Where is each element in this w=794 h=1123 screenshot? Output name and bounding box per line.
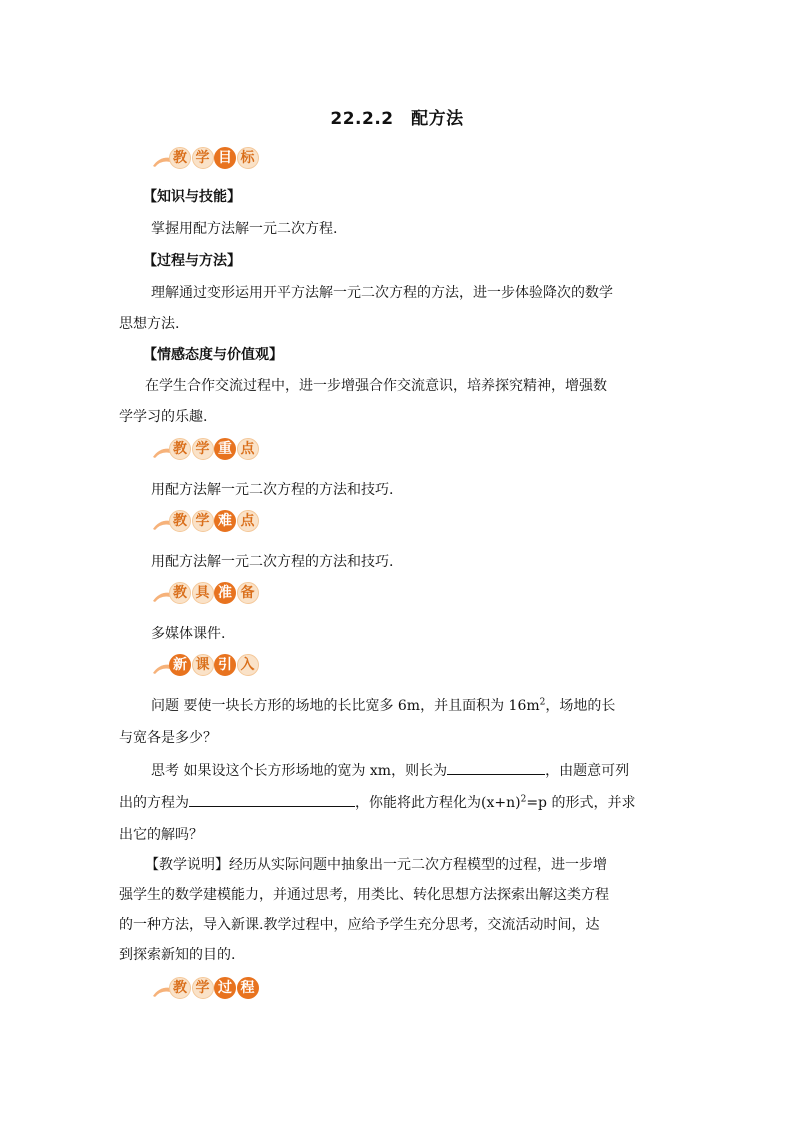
question-line-1: 问题 要使一块长方形的场地的长比宽多 6m，并且面积为 $16m^2$，场地的长 bbox=[151, 697, 616, 714]
process-text-line-1: 理解通过变形运用开平方法解一元二次方程的方法，进一步体验降次的数学 bbox=[151, 285, 613, 301]
badge-char: 准 bbox=[214, 582, 236, 604]
note-line-1: 【教学说明】经历从实际问题中抽象出一元二次方程模型的过程，进一步增 bbox=[145, 857, 607, 873]
note-line-3: 的一种方法，导入新课.教学过程中，应给予学生充分思考，交流活动时间，达 bbox=[119, 917, 600, 933]
badge-char: 学 bbox=[192, 510, 214, 532]
think-line-3: 出它的解吗？ bbox=[119, 827, 203, 843]
page-title: 22.2.2 配方法 bbox=[330, 109, 464, 129]
badge-char: 学 bbox=[192, 977, 214, 999]
badge-char: 点 bbox=[237, 438, 259, 460]
tools-text: 多媒体课件. bbox=[151, 626, 226, 642]
badge-char: 过 bbox=[214, 977, 236, 999]
badge-char: 重 bbox=[214, 438, 236, 460]
badge-char: 备 bbox=[237, 582, 259, 604]
key-points-text: 用配方法解一元二次方程的方法和技巧. bbox=[151, 482, 394, 498]
note-line-2: 强学生的数学建模能力，并通过思考，用类比、转化思想方法探索出解这类方程 bbox=[119, 887, 609, 903]
badge-char: 教 bbox=[169, 977, 191, 999]
section-badge-objectives bbox=[152, 147, 256, 171]
badge-char: 程 bbox=[237, 977, 259, 999]
badge-char: 标 bbox=[237, 147, 259, 169]
think-line-1: 思考 如果设这个长方形场地的宽为 xm，则长为 ，由题意可列 bbox=[151, 760, 629, 780]
badge-char: 目 bbox=[214, 147, 236, 169]
badge-char: 具 bbox=[192, 582, 214, 604]
note-line-4: 到探索新知的目的. bbox=[119, 947, 236, 963]
section-badge-difficulties bbox=[152, 510, 256, 534]
badge-char: 教 bbox=[169, 510, 191, 532]
process-heading: 【过程与方法】 bbox=[143, 253, 241, 269]
process-text-line-2: 思想方法. bbox=[119, 316, 180, 332]
section-badge-process bbox=[152, 977, 256, 1001]
knowledge-text: 掌握用配方法解一元二次方程. bbox=[151, 221, 338, 237]
badge-char: 教 bbox=[169, 582, 191, 604]
attitude-heading: 【情感态度与价值观】 bbox=[143, 347, 283, 363]
badge-char: 引 bbox=[214, 654, 236, 676]
difficulties-text: 用配方法解一元二次方程的方法和技巧. bbox=[151, 554, 394, 570]
think-line-2: 出的方程为 ，你能将此方程化为$(x+n)^2=p$ 的形式，并求 bbox=[119, 792, 635, 812]
section-badge-tools bbox=[152, 582, 256, 606]
badge-char: 点 bbox=[237, 510, 259, 532]
badge-char: 学 bbox=[192, 438, 214, 460]
badge-char: 教 bbox=[169, 438, 191, 460]
knowledge-heading: 【知识与技能】 bbox=[143, 189, 241, 205]
badge-char: 新 bbox=[169, 654, 191, 676]
badge-char: 入 bbox=[237, 654, 259, 676]
badge-char: 学 bbox=[192, 147, 214, 169]
question-line-2: 与宽各是多少？ bbox=[119, 730, 217, 746]
attitude-text-line-2: 学学习的乐趣. bbox=[119, 409, 208, 425]
badge-char: 教 bbox=[169, 147, 191, 169]
section-badge-key-points bbox=[152, 438, 256, 462]
attitude-text-line-1: 在学生合作交流过程中，进一步增强合作交流意识，培养探究精神，增强数 bbox=[145, 378, 607, 394]
badge-char: 课 bbox=[192, 654, 214, 676]
section-badge-intro bbox=[152, 654, 256, 678]
badge-char: 难 bbox=[214, 510, 236, 532]
